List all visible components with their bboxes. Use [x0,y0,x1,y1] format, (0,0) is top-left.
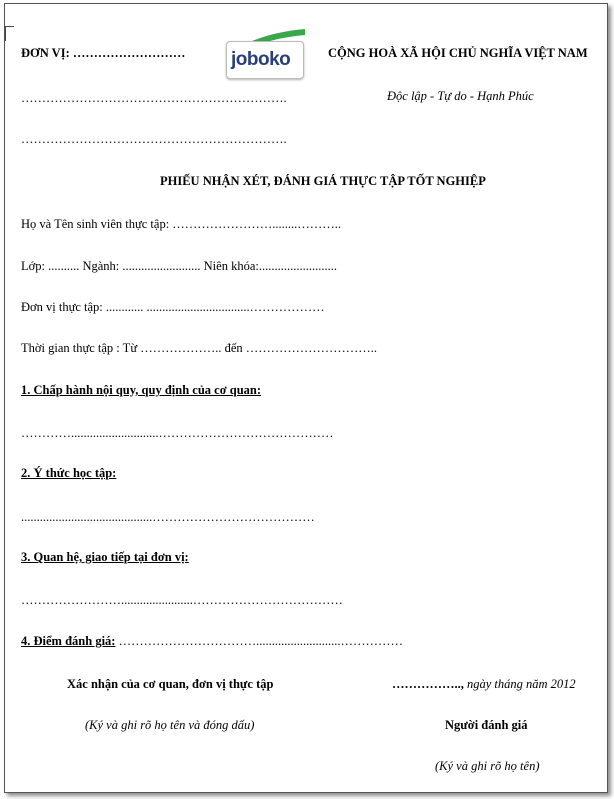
section-4-heading: 4. Điểm đánh giá: [21,634,116,648]
don-vi-label: ĐƠN VỊ: ……………………… [21,46,186,60]
section-2-heading: 2. Ý thức học tập: [21,466,117,480]
joboko-logo [223,28,307,84]
date-dots: …………….., [392,677,464,691]
footer-left-note: (Ký và ghi rõ họ tên và đóng dấu) [85,718,255,732]
footer-right-note: (Ký và ghi rõ họ tên) [435,759,540,773]
logo-text: joboko [231,49,291,70]
footer-date [392,677,576,692]
section-4-line: ……………………………...........................…………… [118,634,403,648]
page-corner-mark [5,26,14,41]
form-title: PHIẾU NHẬN XÉT, ĐÁNH GIÁ THỰC TẬP TỐT NGHIỆP [160,174,486,188]
document-page [4,3,608,793]
don-vi-dots-line-2: ………………………………………………………. [21,132,287,146]
section-2-line: ..........................................………………………………… [21,510,315,524]
motto: Độc lập - Tự do - Hạnh Phúc [387,89,534,103]
section-1-heading: 1. Chấp hành nội quy, quy định của cơ quan: [21,383,262,397]
period-field: Thời gian thực tập : Từ ……………….. đến ………………………….. [21,341,378,355]
class-row-field: Lớp: .......... Ngành: ......................... Niên khóa:......................... [21,259,337,273]
date-text: ngày tháng năm 2012 [463,677,576,691]
student-name-field: Họ và Tên sinh viên thực tập: ……………………........……….. [21,217,342,231]
footer-right-title: Người đánh giá [445,718,528,732]
unit-field: Đơn vị thực tập: ............ .................................……………… [21,300,325,314]
country-heading: CỘNG HOÀ XÃ HỘI CHỦ NGHĨA VIỆT NAM [328,46,588,60]
section-1-line: …………............................…………………………………… [21,426,334,440]
section-3-heading: 3. Quan hệ, giao tiếp tại đơn vị: [21,550,189,564]
section-4-row [21,634,403,649]
section-3-line: …………………….......................……………………………… [21,593,343,607]
don-vi-dots-line-1: ………………………………………………………. [21,91,287,105]
footer-left-title: Xác nhận của cơ quan, đơn vị thực tập [67,677,274,691]
